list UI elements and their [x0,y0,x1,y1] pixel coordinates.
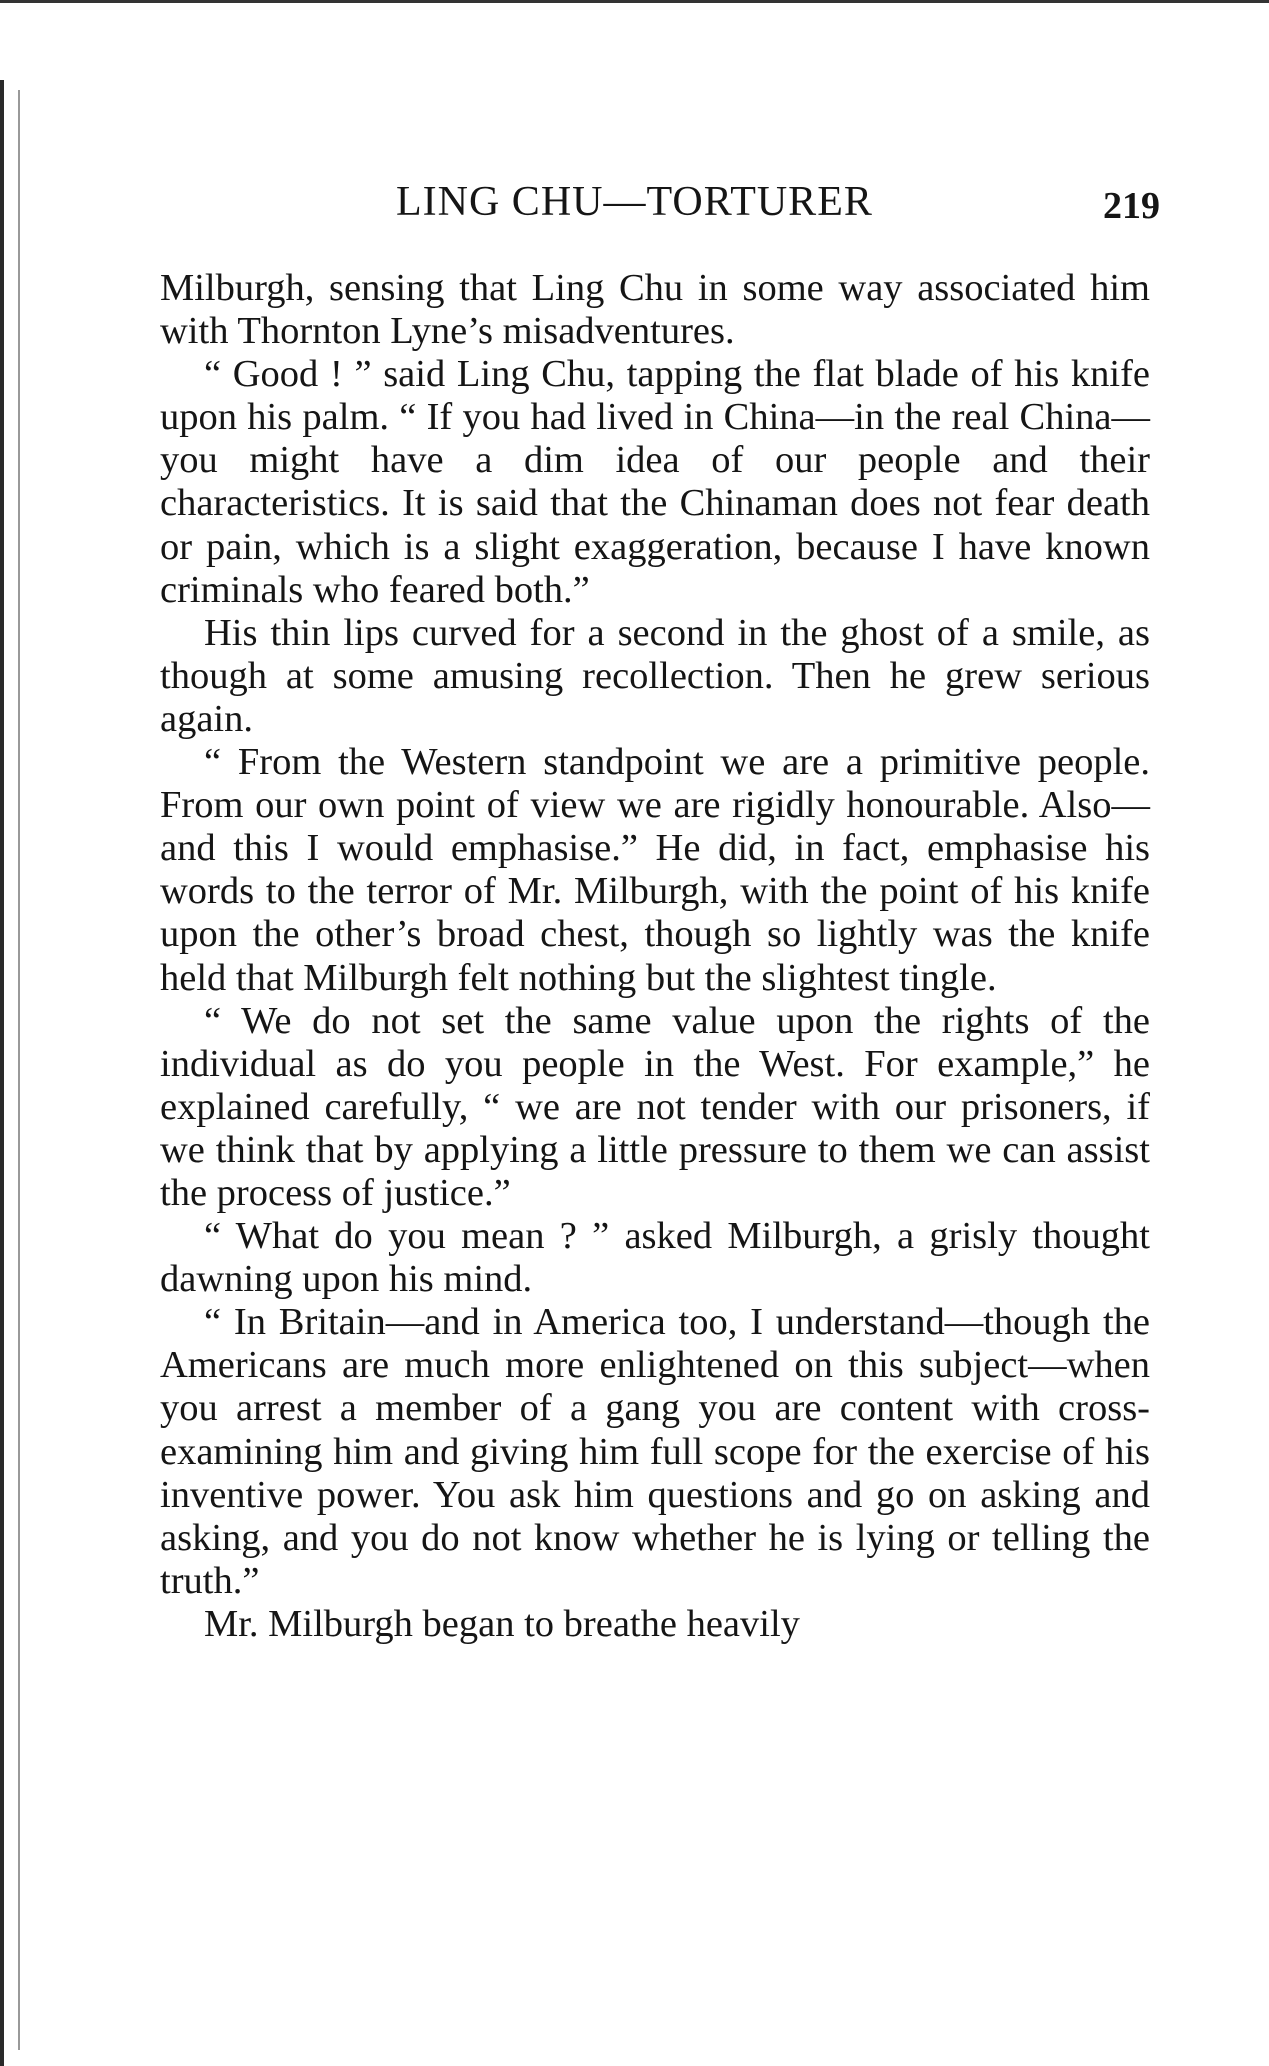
paragraph: Mr. Milburgh began to breathe heavily [204,1602,800,1645]
page-header [160,178,1160,238]
paragraph: “ We do not set the same value upon the rights of the individual as do you people in the West. For example,” he explained carefully, “ we are not tender with our prisoners, if we think that by applying a little pressure to them we can assist the process of justice.” [160,999,1150,1214]
paragraph: His thin lips curved for a second in the ghost of a smile, as though at some amusing recollection. Then he grew serious again. [160,611,1150,740]
paragraph: “ From the Western standpoint we are a primitive people. From our own point of view we are rigidly honourable. Also—and this I would emphasise.” He did, in fact, emphasise his words to the terror of Mr. Milburgh, with the point of his knife upon the other’s broad chest, though so lightly was the knife held that Milburgh felt nothing but the slightest tingle. [160,741,1150,999]
page-binding-shadow [18,90,20,2050]
paragraph: “ Good ! ” said Ling Chu, tapping the flat blade of his knife upon his palm. “ If you had lived in China—in the real China—you might have a dim idea of our people and their characteristics. It is said that the Chinaman does not fear death or pain, which is a slight exaggeration, because I have known criminals who feared both.” [160,353,1150,611]
paragraph: “ What do you mean ? ” asked Milburgh, a grisly thought dawning upon his mind. [160,1215,1150,1301]
top-edge-rule [0,0,1269,6]
paragraph-continuation: Milburgh, sensing that Ling Chu in some way associated him with Thornton Lyne’s misadventures. [160,267,1150,353]
paragraph: “ In Britain—and in America too, I understand—though the Americans are much more enlightened on this subject—when you arrest a member of a gang you are content with cross-examining him and giving him full scope for the exercise of his inventive power. You ask him questions and go on asking and asking, and you do not know whether he is lying or telling the truth.” [160,1301,1150,1602]
running-title: LING CHU—TORTURER [396,179,873,225]
page-binding-edge [0,80,4,2066]
body-text [160,267,1150,1646]
page-number: 219 [1103,185,1160,227]
